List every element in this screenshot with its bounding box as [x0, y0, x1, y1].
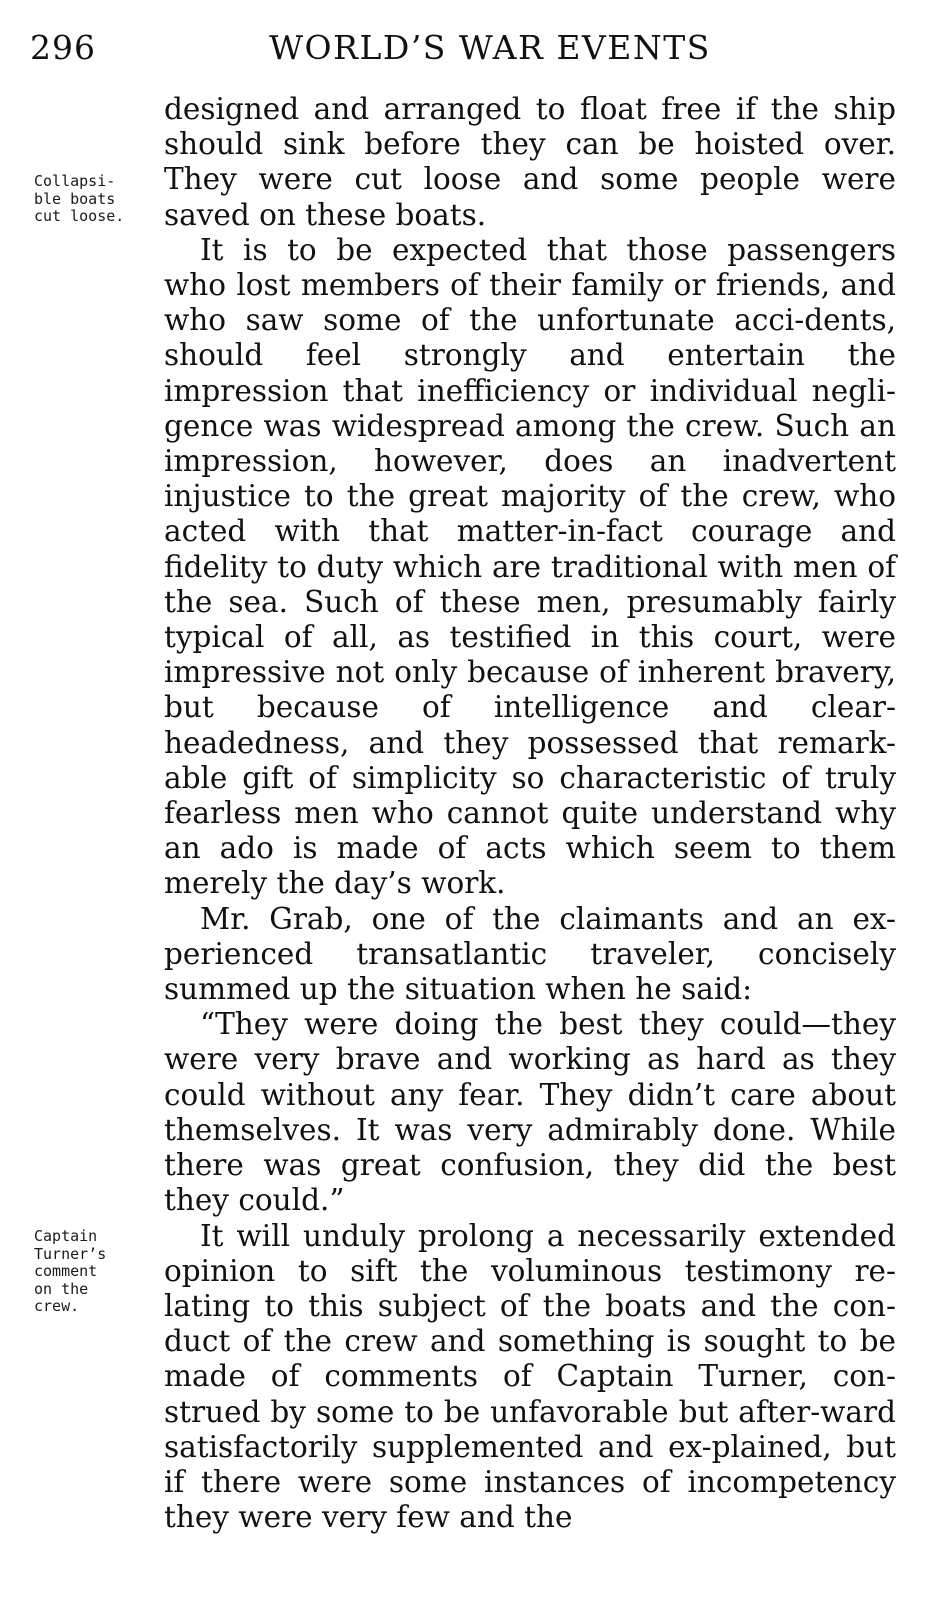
- sidenote-collapsible-boats: Collapsi- ble boats cut loose.: [34, 172, 125, 225]
- running-title: WORLD’S WAR EVENTS: [269, 28, 711, 67]
- body-text: [164, 92, 896, 1535]
- sidenote-captain-turner: Captain Turner’s comment on the crew.: [34, 1227, 107, 1315]
- page-number: 296: [30, 28, 96, 67]
- paragraph-quotation: “They were doing the best they could—they were very brave and working as hard as they could without any fear. They didn’t care about themselves. It was very admirably done. While there was great confusion, they did the best they could.”: [164, 1007, 896, 1218]
- paragraph-continuation: designed and arranged to float free if the ship should sink before they can be hoisted over. They were cut loose and some people were saved on these boats.: [164, 92, 896, 232]
- paragraph-mr-grab: Mr. Grab, one of the claimants and an ex-perienced transatlantic traveler, concisely summed up the situation when he said:: [164, 901, 896, 1007]
- page-header: [30, 24, 910, 72]
- paragraph-captain-turner: It will unduly prolong a necessarily extended opinion to sift the voluminous testimony re-lating to this subject of the boats and the con-duct of the crew and something is sought to be made of comments of Captain Turner, con-strued by some to be unfavorable but after-ward satisfactorily supplemented and ex-plained, but if there were some instances of incompetency they were very few and the: [164, 1218, 896, 1535]
- paragraph-passengers: It is to be expected that those passengers who lost members of their family or friends, and who saw some of the unfortunate acci-dents, should feel strongly and entertain the impression that inefficiency or individual negli-gence was widespread among the crew. Such an impression, however, does an inadvertent injustice to the great majority of the crew, who acted with that matter-in-fact courage and fidelity to duty which are traditional with men of the sea. Such of these men, presumably fairly typical of all, as testified in this court, were impressive not only because of inherent bravery, but because of intelligence and clear-headedness, and they possessed that remark-able gift of simplicity so characteristic of truly fearless men who cannot quite understand why an ado is made of acts which seem to them merely the day’s work.: [164, 232, 896, 901]
